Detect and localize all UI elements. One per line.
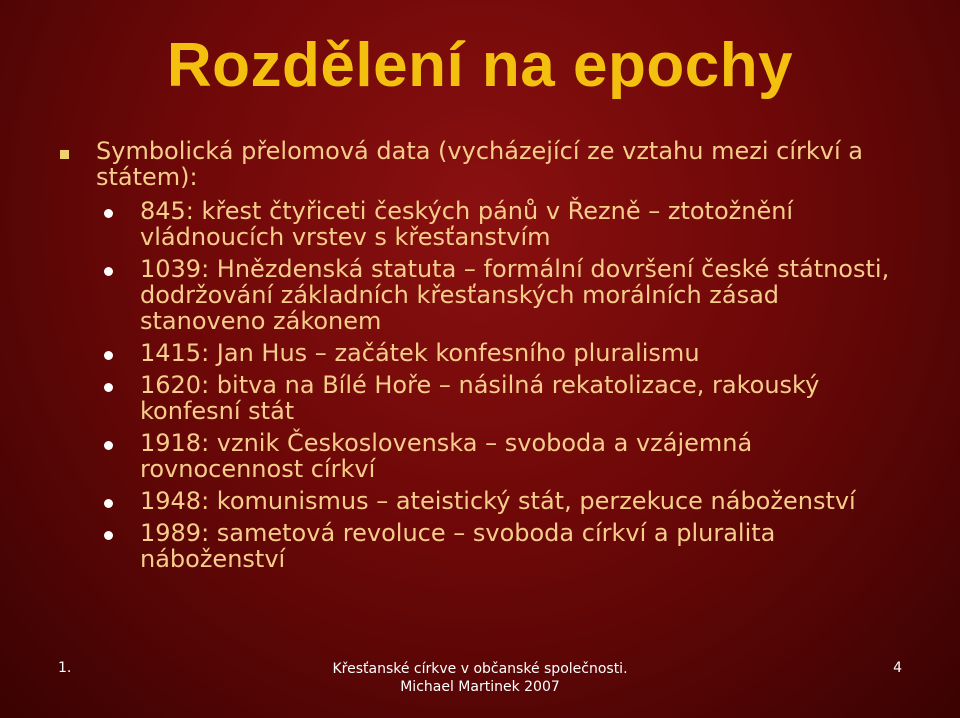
list-item	[110, 520, 890, 572]
list-item	[110, 372, 890, 424]
list-item	[110, 340, 890, 366]
bullet-dot-icon	[104, 531, 113, 540]
list-item-text: 1620: bitva na Bílé Hoře – násilná rekatolizace, rakouský konfesní stát	[140, 371, 820, 425]
list-item-text: 1039: Hnězdenská statuta – formální dovršení české státnosti, dodržování základních křesťanských morálních zásad stanoveno zákonem	[140, 255, 890, 335]
footer-caption-line1: Křesťanské církve v občanské společnosti.	[332, 661, 628, 677]
page-number: 4	[893, 660, 902, 676]
intro-text: Symbolická přelomová data (vycházející ze vztahu mezi církví a státem):	[96, 137, 863, 191]
bullet-dot-icon	[104, 441, 113, 450]
date-list	[110, 198, 890, 578]
list-item-text: 845: křest čtyřiceti českých pánů v Řezně – ztotožnění vládnoucích vrstev s křesťanstvím	[140, 197, 794, 251]
footer-caption	[0, 660, 960, 696]
list-item	[110, 430, 890, 482]
list-item	[110, 488, 890, 514]
bullet-dot-icon	[104, 351, 113, 360]
bullet-dot-icon	[104, 383, 113, 392]
footer-left-label: 1.	[58, 660, 72, 676]
square-bullet-icon	[60, 150, 69, 159]
bullet-dot-icon	[104, 499, 113, 508]
slide-title: Rozdělení na epochy	[166, 31, 794, 100]
bullet-dot-icon	[104, 267, 113, 276]
list-item	[110, 198, 890, 250]
list-item-text: 1948: komunismus – ateistický stát, perzekuce náboženství	[140, 487, 856, 515]
bullet-dot-icon	[104, 209, 113, 218]
list-item	[110, 256, 890, 334]
intro-bullet	[66, 138, 876, 190]
list-item-text: 1918: vznik Československa – svoboda a vzájemná rovnocennost církví	[140, 429, 753, 483]
footer-caption-line2: Michael Martinek 2007	[400, 679, 560, 695]
list-item-text: 1989: sametová revoluce – svoboda církví a pluralita náboženství	[140, 519, 776, 573]
list-item-text: 1415: Jan Hus – začátek konfesního pluralismu	[140, 339, 700, 367]
slide-footer	[0, 660, 960, 700]
